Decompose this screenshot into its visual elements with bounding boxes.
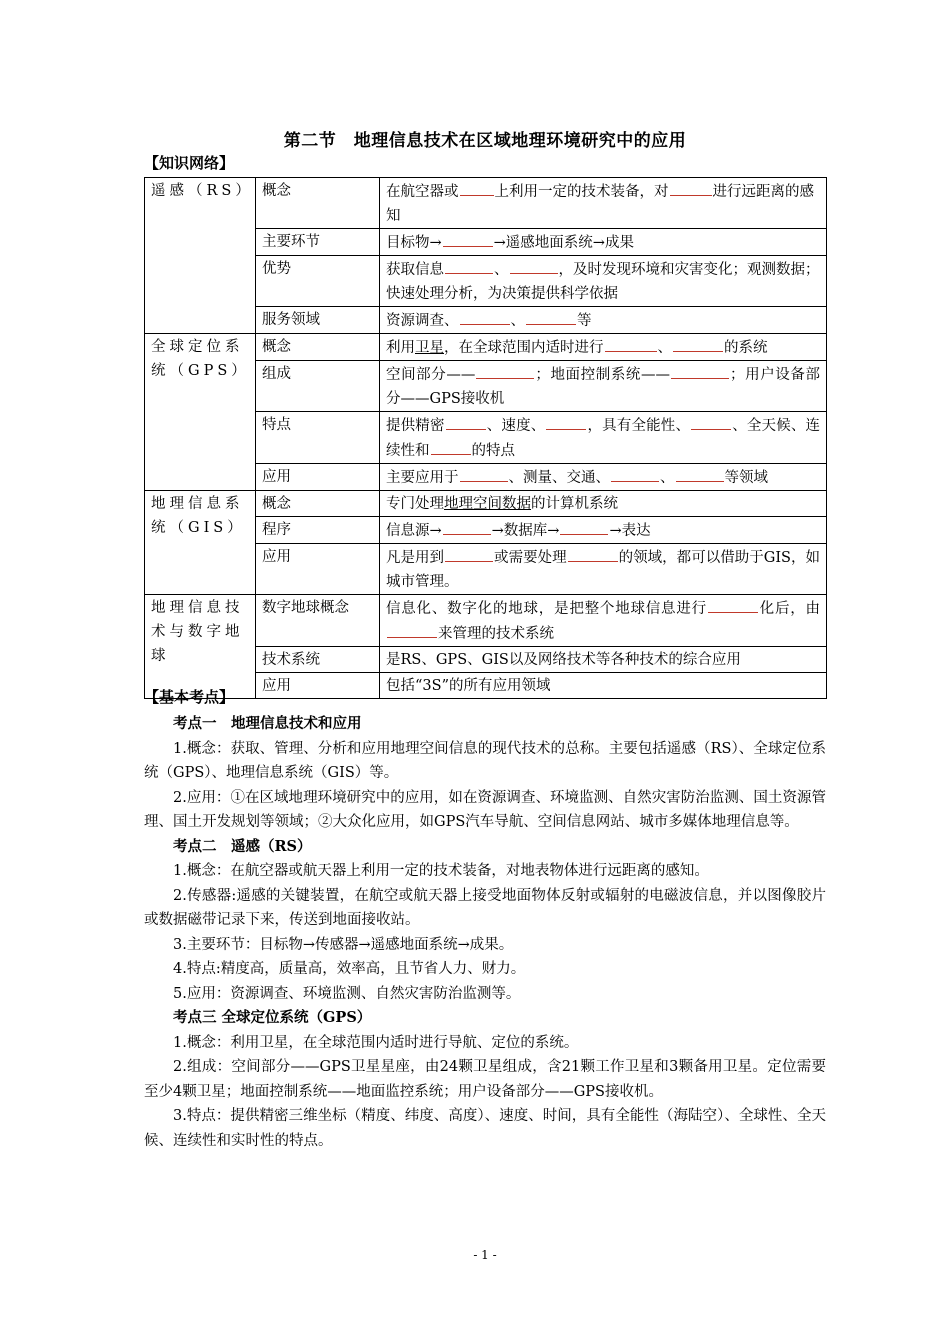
fill-blank [560,518,608,535]
paragraph: 1.概念：获取、管理、分析和应用地理空间信息的现代技术的总称。主要包括遥感（RS）、全球定位系统（GPS）、地理信息系统（GIS）等。 [144,740,826,781]
digital-earth-name: 地理信息技术与数字地球 [151,600,244,664]
paragraph: 2.应用：①在区域地理环境研究中的应用，如在资源调查、环境监测、自然灾害防治监测、国土资源管理、国土开发规划等领域；②大众化应用，如GPS汽车导航、空间信息网站、城市多媒体地理信息等。 [144,789,826,830]
row-label: 主要环节 [256,229,380,256]
fill-blank [691,413,731,430]
row-content: 空间部分—— ；地面控制系统—— ；用户设备部分——GPS接收机 [380,361,827,412]
paragraph: 2.组成：空间部分——GPS卫星星座，由24颗卫星组成，含21颗工作卫星和3颗备用卫星。定位需要至少4颗卫星；地面控制系统——地面监控系统；用户设备部分——GPS接收机。 [144,1059,826,1100]
row-label: 数字地球概念 [256,595,380,647]
gps-name: 全球定位系统（GPS） [151,339,250,379]
row-label: 概念 [256,178,380,229]
fill-blank [460,308,510,325]
paragraph: 1.概念：利用卫星，在全球范围内适时进行导航、定位的系统。 [173,1034,579,1051]
row-content: 是RS、GPS、GIS以及网络技术等各种技术的综合应用 [380,647,827,673]
row-label: 技术系统 [256,647,380,673]
paragraph: 1.概念：在航空器或航天器上利用一定的技术装备，对地表物体进行远距离的感知。 [173,863,709,879]
gps-group-cell [145,334,256,491]
row-label: 组成 [256,361,380,412]
row-content: 获取信息 、 ，及时发现环境和灾害变化；观测数据；快速处理分析，为决策提供科学依据 [380,256,827,307]
fill-blank [671,362,729,379]
table-row [145,178,827,229]
row-content: 目标物→ →遥感地面系统→成果 [380,229,827,256]
key-point-heading: 考点一 地理信息技术和应用 [173,715,362,732]
row-content: 专门处理地理空间数据的计算机系统 [380,491,827,517]
section-knowledge-network: 【知识网络】 [144,154,235,172]
row-content: 凡是用到 或需要处理 的领域，都可以借助于GIS，如城市管理。 [380,544,827,595]
gis-name: 地理信息系统（GIS） [151,496,246,536]
table-row [145,334,827,361]
key-point-heading: 考点三 全球定位系统（GPS） [173,1009,372,1026]
row-label: 优势 [256,256,380,307]
gis-group-cell [145,491,256,595]
row-label: 概念 [256,334,380,361]
fill-blank [611,465,659,482]
table-row [145,491,827,517]
rs-group-cell [145,178,256,334]
fill-blank [546,413,586,430]
fill-blank [443,230,493,247]
fill-blank [526,308,576,325]
row-content: 信息源→ →数据库→ →表达 [380,517,827,544]
fill-blank [673,335,723,352]
fill-blank [670,179,712,196]
row-content: 在航空器或 上利用一定的技术装备，对 进行远距离的感知 [380,178,827,229]
table-row [145,595,827,647]
fill-blank [676,465,724,482]
paragraph: 3.主要环节：目标物→传感器→遥感地面系统→成果。 [173,936,514,953]
fill-blank [510,257,558,274]
fill-blank [708,596,758,613]
row-label: 程序 [256,517,380,544]
fill-blank [460,179,494,196]
fill-blank [387,621,437,638]
paragraph: 3.特点：提供精密三维坐标（精度、纬度、高度）、速度、时间，具有全能性（海陆空）、全球性、全天候、连续性和实时性的特点。 [144,1108,826,1149]
row-content: 信息化、数字化的地球，是把整个地球信息进行 化后，由来管理的技术系统 [380,595,827,647]
digital-earth-group-cell [145,595,256,699]
row-label: 应用 [256,464,380,491]
row-label: 特点 [256,412,380,464]
knowledge-table [144,177,827,699]
key-point-heading: 考点二 遥感（RS） [173,837,312,855]
fill-blank [446,413,486,430]
fill-blank [476,362,534,379]
page-number: - 1 - [473,1248,497,1262]
body-text [144,712,826,1153]
paragraph: 5.应用：资源调查、环境监测、自然灾害防治监测等。 [173,985,521,1002]
row-label: 概念 [256,491,380,517]
fill-blank [445,257,493,274]
row-label: 应用 [256,544,380,595]
fill-blank [568,545,618,562]
fill-blank [443,518,491,535]
row-label: 应用 [256,673,380,699]
fill-blank [605,335,657,352]
row-content: 资源调查、 、 等 [380,307,827,334]
row-content: 包括“3S”的所有应用领域 [380,673,827,699]
fill-blank [445,545,493,562]
section-basic-points: 【基本考点】 [144,688,235,706]
fill-blank [431,438,471,455]
rs-name: 遥感（RS） [151,183,254,199]
paragraph: 2.传感器:遥感的关键装置，在航空或航天器上接受地面物体反射或辐射的电磁波信息，并以图像胶片或数据磁带记录下来，传送到地面接收站。 [144,887,826,928]
fill-blank [460,465,508,482]
paragraph: 4.特点:精度高，质量高，效率高，且节省人力、财力。 [173,961,526,977]
row-content: 提供精密 、速度、 ，具有全能性、 、全天候、连续性和 的特点 [380,412,827,464]
row-content: 主要应用于 、测量、交通、 、 等领域 [380,464,827,491]
row-label: 服务领域 [256,307,380,334]
page-title: 第二节 地理信息技术在区域地理环境研究中的应用 [283,131,687,151]
row-content: 利用卫星，在全球范围内适时进行 、 的系统 [380,334,827,361]
